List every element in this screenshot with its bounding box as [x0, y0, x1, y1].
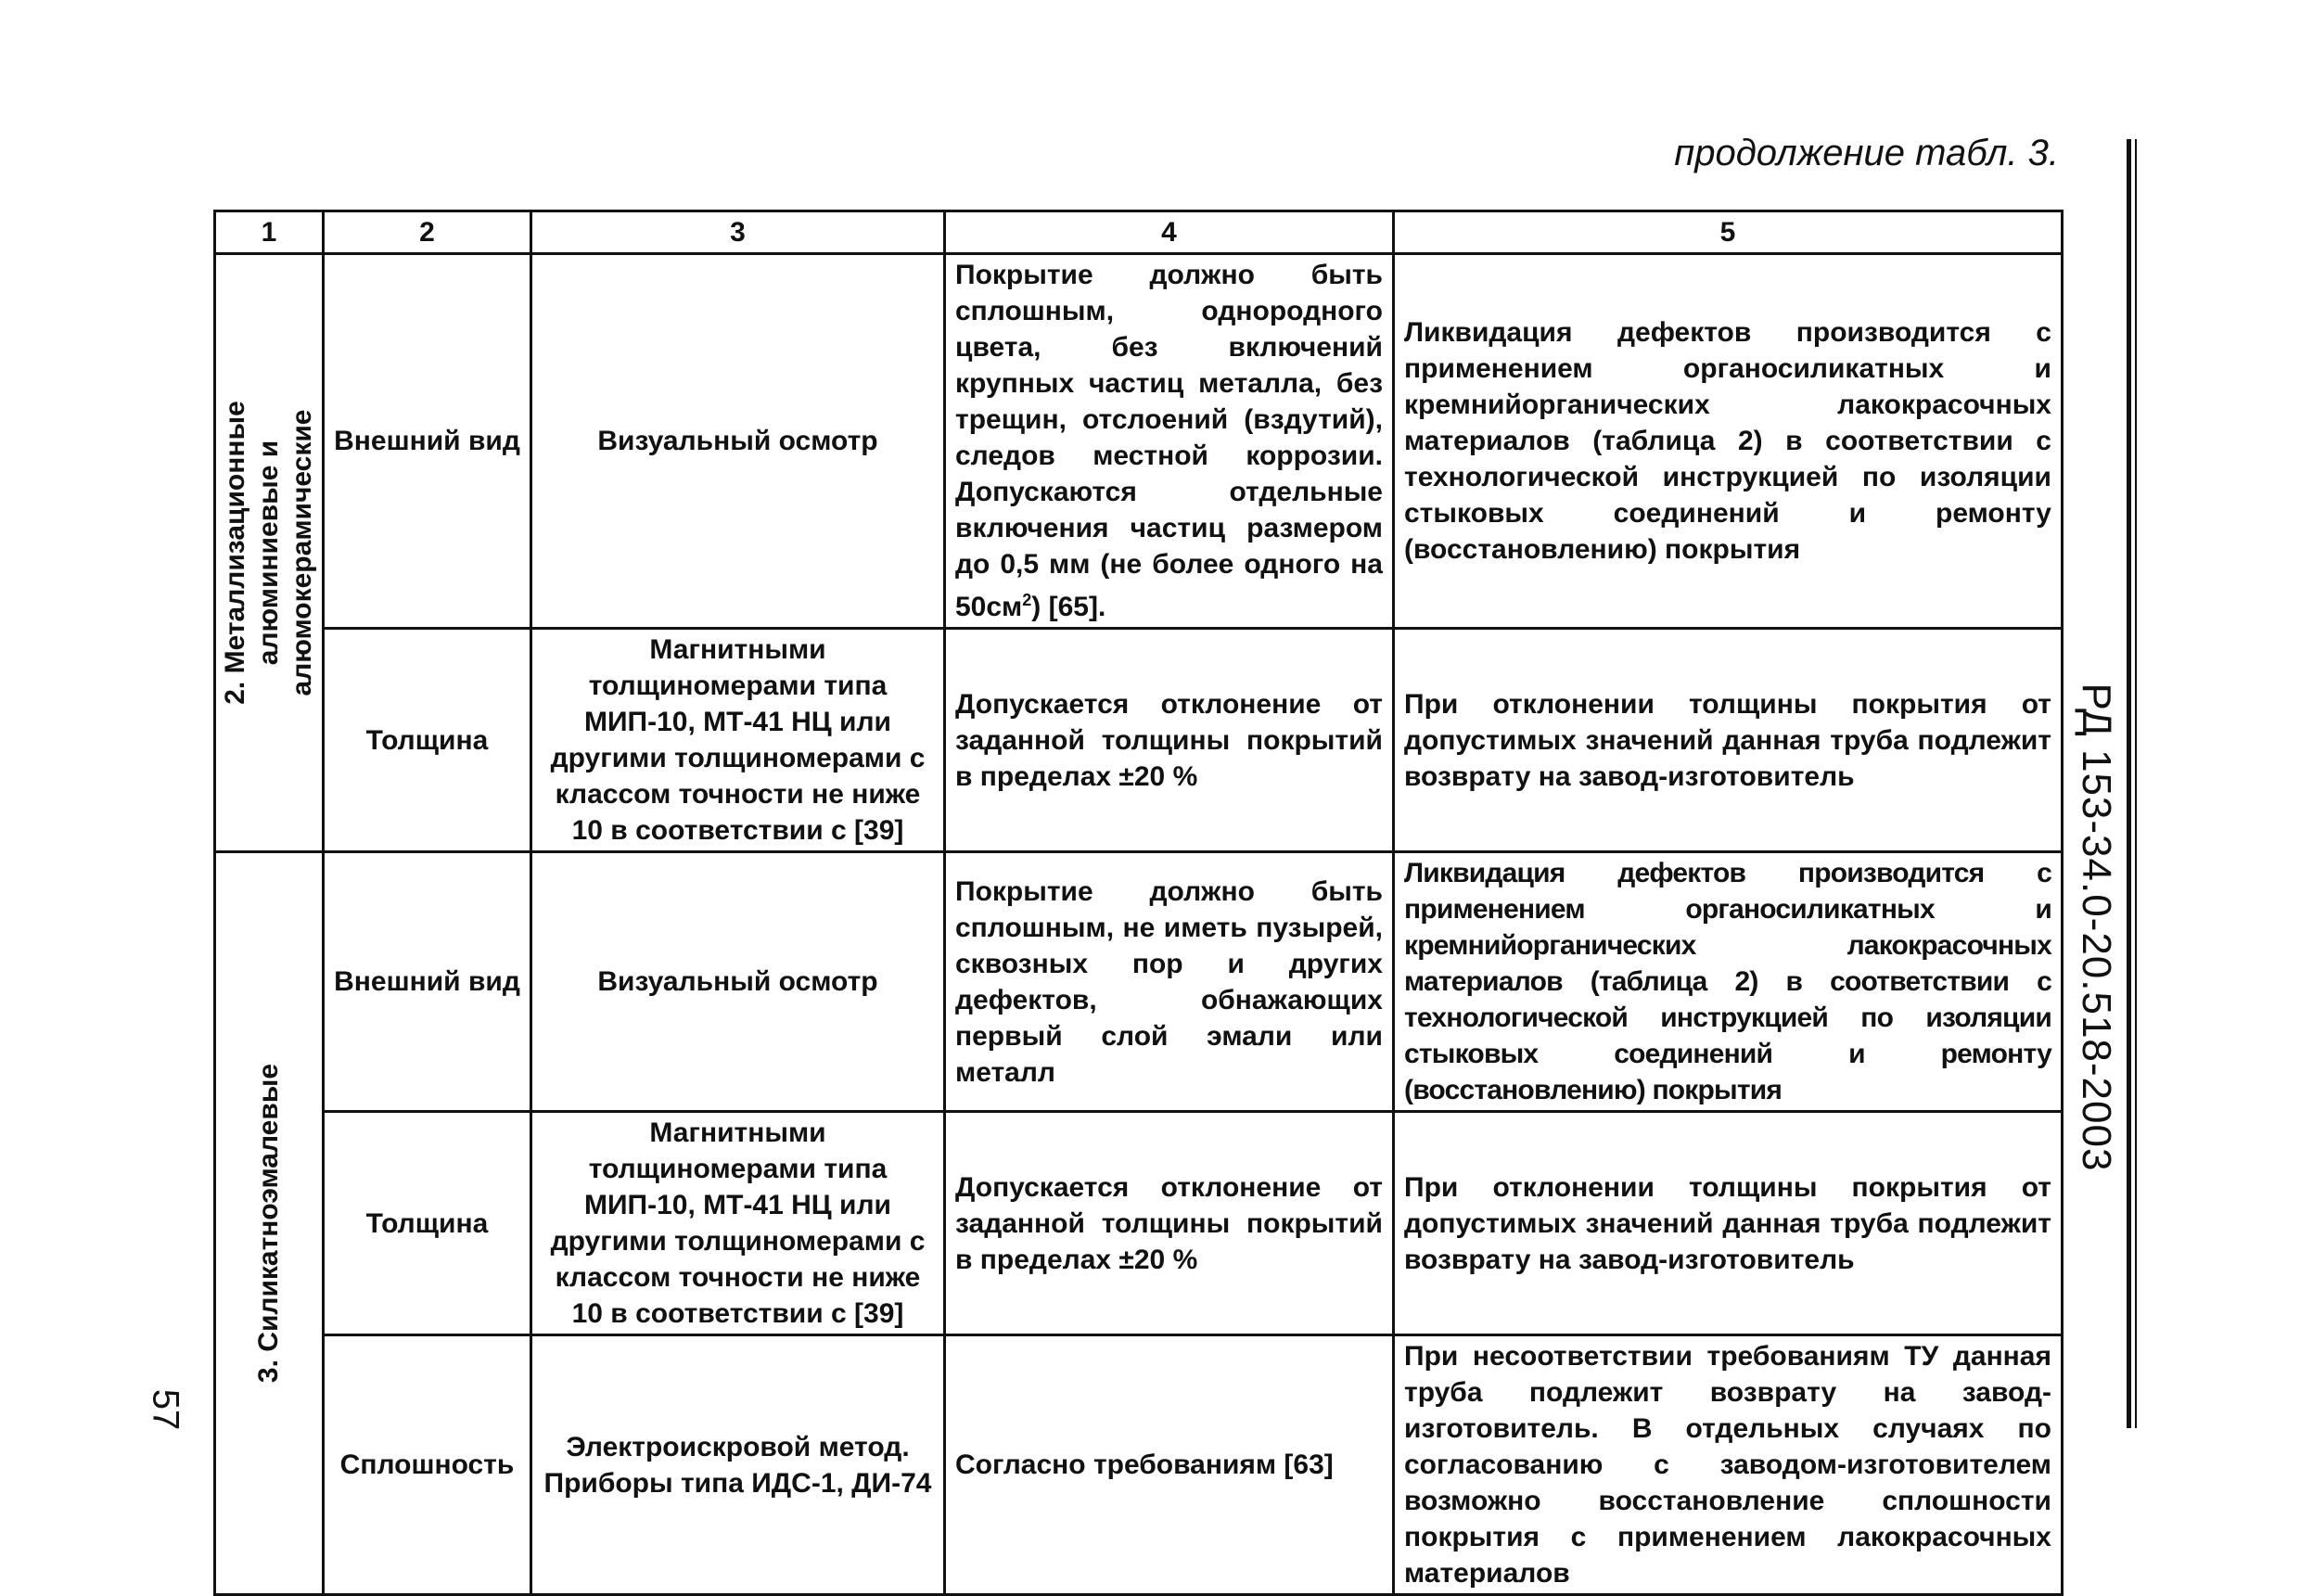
action-cell: При отклонении толщины покрытия от допустимых значений данная труба подлежит возврату на завод-изготовитель — [1394, 629, 2063, 852]
document-id: РД 153-34.0-20.518-2003 — [2074, 683, 2119, 1172]
parameter-cell: Сплошность — [324, 1335, 531, 1595]
table-row — [215, 629, 2063, 852]
category-metallization-cell — [215, 254, 324, 852]
column-header-1: 1 — [215, 211, 324, 254]
parameter-cell: Внешний вид — [324, 852, 531, 1112]
column-header-3: 3 — [531, 211, 945, 254]
margin-rule-thin — [2135, 139, 2137, 1428]
table-continuation-caption: продолжение табл. 3. — [1674, 133, 2059, 173]
table-row — [215, 254, 2063, 629]
parameter-cell: Толщина — [324, 1112, 531, 1335]
method-cell: Магнитными толщиномерами типа МИП-10, МТ-41 НЦ или другими толщиномерами с классом точности не ниже 10 в соответствии с [39] — [531, 1112, 945, 1335]
column-header-5: 5 — [1394, 211, 2063, 254]
inspection-table — [213, 210, 2064, 1596]
action-cell: При несоответствии требованиям ТУ данная труба подлежит возврату на завод-изготовитель. В отдельных случаях по согласованию с заводом-изготовителем возможно восстановление сплошности покрытия с применением лакокрасочных материалов — [1394, 1335, 2063, 1595]
requirement-cell: Согласно требованиям [63] — [945, 1335, 1394, 1595]
method-cell: Магнитными толщиномерами типа МИП-10, МТ-41 НЦ или другими толщиномерами с классом точности не ниже 10 в соответствии с [39] — [531, 629, 945, 852]
margin-rule-thick — [2127, 139, 2131, 1428]
method-cell: Электроискровой метод. Приборы типа ИДС-1, ДИ-74 — [531, 1335, 945, 1595]
requirement-cell: Допускается отклонение от заданной толщины покрытий в пределах ±20 % — [945, 1112, 1394, 1335]
requirement-cell: Покрытие должно быть сплошным, не иметь пузырей, сквозных пор и других дефектов, обнажающих первый слой эмали или металл — [945, 852, 1394, 1112]
method-cell: Визуальный осмотр — [531, 852, 945, 1112]
category-silicate-enamel-label: 3. Силикатноэмалевые — [253, 1063, 284, 1384]
table-row — [215, 852, 2063, 1112]
requirement-cell: Покрытие должно быть сплошным, однородного цвета, без включений крупных частиц металла, без трещин, отслоений (вздутий), следов местной коррозии. Допускаются отдельные включения частиц размером до 0,5 мм (не более одного на $50см^2$) [65]. — [945, 254, 1394, 629]
table-row — [215, 1335, 2063, 1595]
table-row — [215, 1112, 2063, 1335]
method-cell: Визуальный осмотр — [531, 254, 945, 629]
parameter-cell: Толщина — [324, 629, 531, 852]
action-cell: Ликвидация дефектов производится с применением органосиликатных и кремнийорганических лакокрасочных материалов (таблица 2) в соответствии с технологической инструкцией по изоляции стыковых соединений и ремонту (восстановлению) покрытия — [1394, 254, 2063, 629]
column-header-4: 4 — [945, 211, 1394, 254]
column-header-2: 2 — [324, 211, 531, 254]
table-header-row — [215, 211, 2063, 254]
parameter-cell: Внешний вид — [324, 254, 531, 629]
page-number: 57 — [145, 1388, 186, 1431]
requirement-cell: Допускается отклонение от заданной толщины покрытий в пределах ±20 % — [945, 629, 1394, 852]
action-cell: При отклонении толщины покрытия от допустимых значений данная труба подлежит возврату на завод-изготовитель — [1394, 1112, 2063, 1335]
category-silicate-enamel-cell — [215, 852, 324, 1595]
action-cell: Ликвидация дефектов производится с применением органосиликатных и кремнийорганических лакокрасочных материалов (таблица 2) в соответствии с технологической инструкцией по изоляции стыковых соединений и ремонту (восстановлению) покрытия — [1394, 852, 2063, 1112]
category-metallization-label: 2. Металлизационные алюминиевые и алюмокерамические — [220, 401, 317, 705]
